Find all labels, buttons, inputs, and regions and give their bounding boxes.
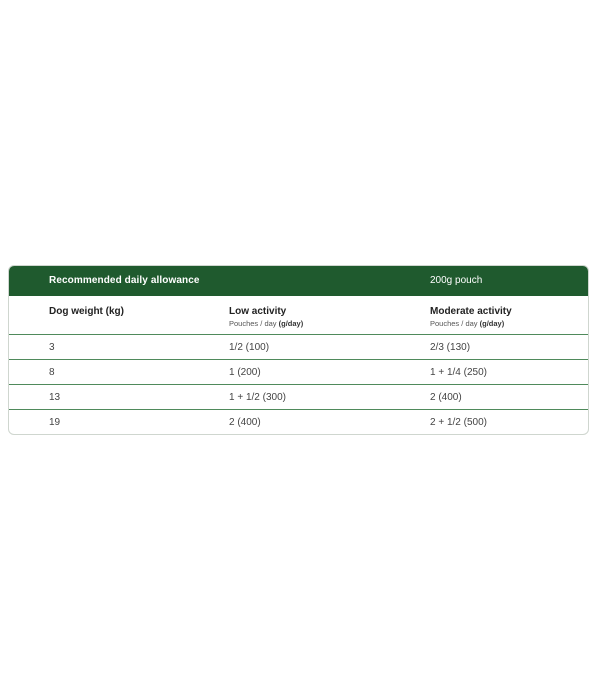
column-header-weight: Dog weight (kg) <box>49 306 124 317</box>
low-activity-cell: 1 + 1/2 (300) <box>229 392 286 403</box>
moderate-sub-unit: (g/day) <box>479 319 505 328</box>
column-header-moderate <box>430 306 512 328</box>
moderate-activity-cell: 2 + 1/2 (500) <box>430 417 487 428</box>
moderate-sub-prefix: Pouches / day <box>430 319 480 328</box>
column-header-moderate-sub <box>430 319 512 328</box>
moderate-activity-cell: 2 (400) <box>430 392 462 403</box>
column-header-low-sub <box>229 319 303 328</box>
low-activity-cell: 1/2 (100) <box>229 342 270 353</box>
weight-cell: 8 <box>49 367 55 378</box>
low-sub-prefix: Pouches / day <box>229 319 279 328</box>
low-activity-cell: 1 (200) <box>229 367 261 378</box>
table-header-bar <box>9 266 588 296</box>
column-header-low <box>229 306 303 328</box>
table-row <box>9 360 588 385</box>
column-header-moderate-title: Moderate activity <box>430 306 512 317</box>
low-activity-cell: 2 (400) <box>229 417 261 428</box>
feeding-table <box>8 265 589 435</box>
table-row <box>9 410 588 435</box>
table-row <box>9 385 588 410</box>
column-header-row <box>9 296 588 335</box>
weight-cell: 13 <box>49 392 61 403</box>
weight-cell: 19 <box>49 417 61 428</box>
table-title: Recommended daily allowance <box>49 275 200 286</box>
column-header-low-title: Low activity <box>229 306 287 317</box>
moderate-activity-cell: 2/3 (130) <box>430 342 471 353</box>
weight-cell: 3 <box>49 342 55 353</box>
moderate-activity-cell: 1 + 1/4 (250) <box>430 367 487 378</box>
table-row <box>9 335 588 360</box>
product-size: 200g pouch <box>430 275 483 286</box>
low-sub-unit: (g/day) <box>278 319 304 328</box>
